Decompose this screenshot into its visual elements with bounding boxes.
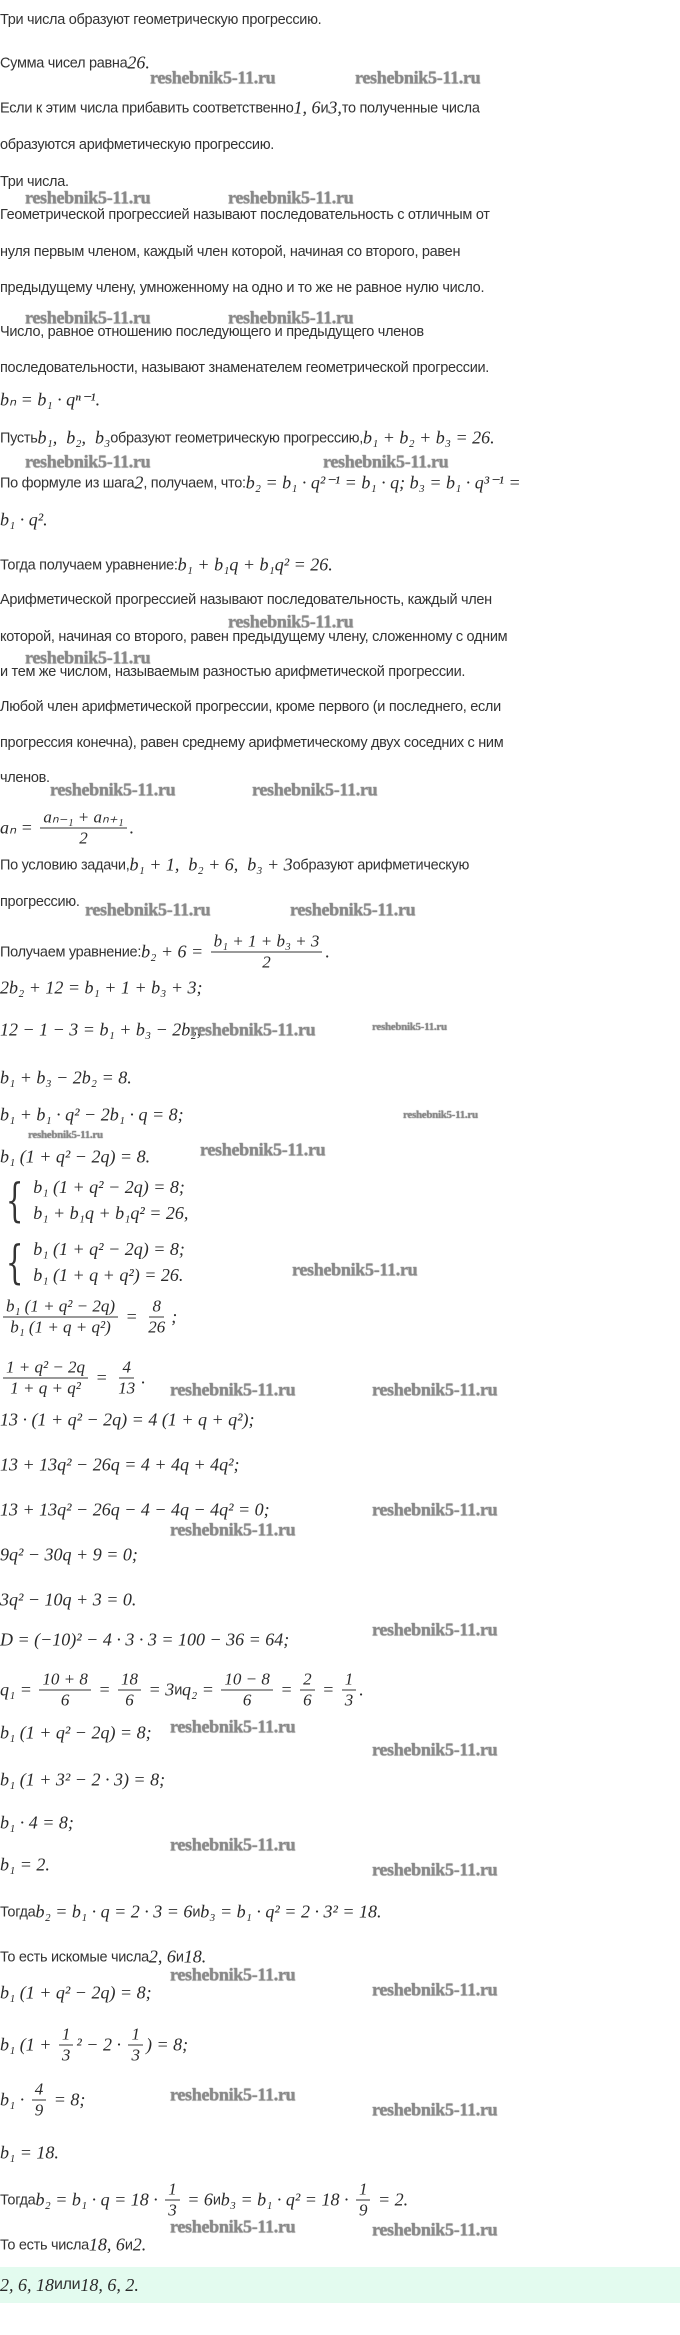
text-segment: и тем же числом, называемым разностью арифметической прогрессии. [0, 664, 466, 680]
fraction-denominator: 2 [79, 828, 88, 848]
solution-line [0, 932, 330, 973]
math-expression: q₁ = [0, 1679, 37, 1700]
solution-line [0, 1630, 289, 1651]
solution-line [0, 360, 489, 376]
solution-line [0, 428, 495, 449]
math-expression: ; [171, 1306, 178, 1327]
text-segment: Любой член арифметической прогрессии, кроме первого (и последнего, если [0, 699, 501, 715]
math-expression: 2 [134, 472, 144, 493]
math-expression: = 8; [49, 2089, 86, 2110]
solution-line [0, 1813, 74, 1834]
math-expression: 13 + 13q² − 26q = 4 + 4q + 4q²; [0, 1454, 240, 1475]
math-expression: b₁ + 1, b₂ + 6, b₃ + 3 [129, 854, 293, 875]
math-expression: . [359, 1679, 364, 1700]
solution-line [0, 735, 503, 751]
math-expression: 9q² − 30q + 9 = 0; [0, 1544, 138, 1565]
math-expression: b₂ + 6 = [141, 941, 208, 962]
text-segment: и [212, 2192, 221, 2208]
watermark: reshebnik5-11.ru [372, 1979, 498, 2000]
text-segment: Пусть [0, 430, 38, 446]
solution-line [0, 207, 490, 223]
solution-line [0, 1770, 165, 1791]
math-expression: b₁ = 18. [0, 2142, 59, 2163]
fraction [118, 1670, 141, 1711]
solution-line [0, 53, 150, 74]
solution-line [0, 1855, 50, 1876]
fraction-denominator: 9 [34, 2100, 44, 2120]
math-expression: b₁ + b₃ − 2b₂ = 8. [0, 1067, 132, 1088]
system-row: b₁ + b₁q + b₁q² = 26, [33, 1203, 189, 1223]
fraction-denominator: 9 [358, 2200, 368, 2220]
solution-line [0, 12, 321, 28]
solution-line [0, 1147, 150, 1168]
solution-line [0, 2143, 59, 2164]
solution-line [0, 1236, 185, 1288]
fraction [211, 932, 323, 973]
fraction-numerator: 1 + q² − 2q [3, 1358, 88, 1379]
text-segment: прогрессию. [0, 894, 80, 910]
watermark: reshebnik5-11.ru [170, 1379, 296, 1400]
text-segment: Тогда получаем уравнение: [0, 557, 178, 573]
text-segment: Тогда [0, 1904, 36, 1920]
text-segment: и [192, 1904, 201, 1920]
equation-system [0, 1174, 188, 1226]
math-expression: 13 · (1 + q² − 2q) = 4 (1 + q + q²); [0, 1409, 255, 1430]
text-segment: то полученные числа [341, 100, 480, 116]
text-segment: образуют геометрическую прогрессию, [110, 430, 363, 446]
watermark: reshebnik5-11.ru [252, 779, 378, 800]
fraction-denominator: b₁ (1 + q + q²) [10, 1317, 111, 1337]
math-expression: b₃ = b₁ · q² = 2 · 3² = 18. [200, 1901, 382, 1922]
watermark: reshebnik5-11.ru [372, 1859, 498, 1880]
math-expression: = [317, 1679, 339, 1700]
math-expression: 3q² − 10q + 3 = 0. [0, 1589, 137, 1610]
text-segment: которой, начиная со второго, равен предыдущему члену, сложенному с одним [0, 629, 508, 645]
math-expression: 18, 6, 2. [80, 2274, 139, 2295]
solution-line [0, 280, 484, 296]
text-segment: Арифметической прогрессией называют последовательность, каждый член [0, 592, 492, 608]
fraction [40, 808, 126, 849]
solution-line [0, 473, 521, 494]
math-expression: b₁ + b₁ · q² − 2b₁ · q = 8; [0, 1104, 184, 1125]
solution-line [0, 1723, 152, 1744]
solution-line [0, 1410, 255, 1431]
text-segment: Получаем уравнение: [0, 944, 142, 960]
math-expression: 2b₂ + 12 = b₁ + 1 + b₃ + 3; [0, 977, 203, 998]
text-segment: Геометрической прогрессией называют последовательность с отличным от [0, 207, 490, 223]
math-expression: b₂ = b₁ · q = 2 · 3 = 6 [35, 1901, 193, 1922]
solution-line [0, 1297, 177, 1338]
math-expression: . [325, 941, 330, 962]
solution-line [0, 1020, 203, 1041]
fraction-denominator: 6 [242, 1690, 252, 1710]
watermark: reshebnik5-11.ru [355, 67, 481, 88]
solution-line [0, 1983, 152, 2004]
watermark: reshebnik5-11.ru [25, 187, 151, 208]
solution-line [0, 1105, 184, 1126]
solution-line [0, 1500, 270, 1521]
solution-line [0, 1670, 364, 1711]
fraction-numerator: 1 [356, 2180, 371, 2201]
watermark: reshebnik5-11.ru [25, 307, 151, 328]
solution-line [0, 699, 501, 715]
solution-line [0, 555, 333, 576]
text-segment: нуля первым членом, каждый член которой, начиная со второго, равен [0, 244, 461, 260]
equation-system [0, 1236, 185, 1288]
text-segment: и [175, 1949, 184, 1965]
solution-line [0, 1068, 132, 1089]
fraction-numerator: 10 − 8 [221, 1670, 272, 1691]
fraction-numerator: 2 [300, 1670, 315, 1691]
fraction [3, 1297, 118, 1338]
math-expression: aₙ = [0, 817, 38, 838]
math-expression: b₁ + b₁q + b₁q² = 26. [177, 554, 333, 575]
system-row: b₁ (1 + q² − 2q) = 8; [33, 1239, 185, 1259]
fraction [39, 1670, 90, 1711]
math-expression: 13 + 13q² − 26q − 4 − 4q − 4q² = 0; [0, 1499, 270, 1520]
fraction-numerator: b₁ + 1 + b₃ + 3 [211, 932, 323, 953]
solution-line [0, 1455, 240, 1476]
math-expression: b₁ · q². [0, 509, 48, 530]
math-expression: b₁ (1 + [0, 2034, 56, 2055]
system-rows [33, 1236, 185, 1288]
solution-line [0, 770, 50, 786]
watermark: reshebnik5-11.ru [372, 1499, 498, 1520]
fraction-numerator: 4 [32, 2080, 47, 2101]
watermark: reshebnik5-11.ru [372, 1379, 498, 1400]
math-expression: bₙ = b₁ · qⁿ⁻¹. [0, 389, 101, 410]
math-expression: b₁ (1 + 3² − 2 · 3) = 8; [0, 1769, 166, 1790]
fraction-numerator: 8 [149, 1297, 164, 1318]
solution-line [0, 510, 48, 531]
math-expression: b₁ + b₂ + b₃ = 26. [362, 427, 495, 448]
system-rows [33, 1174, 188, 1226]
fraction-numerator: 1 [59, 2025, 74, 2046]
watermark: reshebnik5-11.ru [200, 1139, 326, 1160]
fraction [3, 1358, 88, 1399]
system-brace-icon: { [5, 1235, 24, 1289]
math-expression: b₁ · [0, 2089, 29, 2110]
fraction-denominator: 6 [125, 1690, 134, 1710]
math-expression: b₁ (1 + q² − 2q) = 8; [0, 1722, 152, 1743]
math-expression: 26. [127, 52, 150, 73]
text-segment: То есть искомые числа [0, 1949, 149, 1965]
math-expression: = [121, 1306, 143, 1327]
math-expression: 18, 6 [88, 2234, 125, 2255]
fraction-denominator: 26 [148, 1317, 166, 1337]
text-segment: Три числа. [0, 174, 69, 190]
solution-line [0, 98, 480, 119]
text-segment: По условию задачи, [0, 857, 130, 873]
math-expression: q₂ = [182, 1679, 219, 1700]
math-expression: b₃ = b₁ · q² = 18 · [220, 2189, 353, 2210]
text-segment: , получаем, что: [143, 475, 246, 491]
solution-line [0, 894, 80, 910]
watermark: reshebnik5-11.ru [372, 1619, 498, 1640]
math-expression: b₁ = 2. [0, 1854, 50, 1875]
text-segment: и [174, 1682, 183, 1698]
solution-line [0, 2080, 85, 2121]
fraction-numerator: 1 [165, 2180, 180, 2201]
solution-line [0, 592, 492, 608]
fraction [59, 2025, 74, 2066]
text-segment: образуют арифметическую [292, 857, 470, 873]
math-expression: b₂ = b₁ · q²⁻¹ = b₁ · q; b₃ = b₁ · q³⁻¹ = [245, 472, 521, 493]
solution-line [0, 2235, 146, 2256]
fraction-numerator: aₙ₋₁ + aₙ₊₁ [40, 808, 126, 829]
solution-line [0, 2180, 408, 2221]
math-expression: ² − 2 · [76, 2034, 126, 2055]
solution-line [0, 390, 100, 411]
fraction-denominator: 1 + q + q² [10, 1378, 81, 1398]
solution-line [0, 1545, 138, 1566]
watermark: reshebnik5-11.ru [228, 307, 354, 328]
text-segment: То есть числа [0, 2237, 89, 2253]
system-row: b₁ (1 + q + q²) = 26. [33, 1265, 184, 1285]
watermark: reshebnik5-11.ru [372, 1021, 447, 1033]
math-expression: b₁, b₂, b₃ [37, 427, 111, 448]
math-expression: 1, 6 [293, 97, 321, 118]
watermark: reshebnik5-11.ru [292, 1259, 418, 1280]
math-expression: = 2. [373, 2189, 409, 2210]
solution-line [0, 2025, 188, 2066]
text-segment: прогрессия конечна), равен среднему арифметическому двух соседних с ним [0, 735, 504, 751]
fraction-denominator: 13 [118, 1378, 136, 1398]
fraction-numerator: 10 + 8 [39, 1670, 90, 1691]
math-expression: . [129, 817, 135, 838]
fraction [342, 1670, 357, 1711]
fraction [221, 1670, 272, 1711]
math-expression: b₂ = b₁ · q = 18 · [35, 2189, 163, 2210]
solution-line [0, 808, 134, 849]
text-segment: Тогда [0, 2192, 36, 2208]
fraction-denominator: 2 [262, 952, 271, 972]
answer-box [0, 2267, 680, 2303]
fraction-denominator: 3 [61, 2045, 71, 2065]
watermark: reshebnik5-11.ru [170, 1964, 296, 1985]
text-segment: Число, равное отношению последующего и предыдущего членов [0, 324, 424, 340]
fraction [356, 2180, 371, 2221]
watermark: reshebnik5-11.ru [228, 187, 354, 208]
text-segment: предыдущему члену, умноженному на одно и то же не равное нулю число. [0, 280, 485, 296]
text-segment: Если к этим числа прибавить соответственно [0, 100, 294, 116]
watermark: reshebnik5-11.ru [25, 647, 151, 668]
text-segment: членов. [0, 770, 50, 786]
fraction [128, 2025, 143, 2066]
solution-line [0, 1174, 188, 1226]
watermark: reshebnik5-11.ru [372, 2099, 498, 2120]
fraction [300, 1670, 315, 1711]
math-expression: b₁ · 4 = 8; [0, 1812, 74, 1833]
text-segment: Сумма чисел равна [0, 55, 128, 71]
text-segment: По формуле из шага [0, 475, 135, 491]
solution-line [0, 137, 274, 153]
watermark: reshebnik5-11.ru [323, 451, 449, 472]
text-segment: Три числа образуют геометрическую прогрессию. [0, 12, 322, 28]
system-brace-icon: { [5, 1173, 24, 1227]
watermark: reshebnik5-11.ru [170, 1519, 296, 1540]
math-expression: 3, [328, 97, 342, 118]
solution-line [0, 855, 469, 876]
math-expression: b₁ (1 + q² − 2q) = 8; [0, 1982, 152, 2003]
math-expression: = [93, 1679, 116, 1700]
fraction-denominator: 6 [303, 1690, 312, 1710]
fraction [145, 1297, 168, 1338]
math-expression: 12 − 1 − 3 = b₁ + b₃ − 2b₂; [0, 1019, 203, 1040]
fraction-numerator: b₁ (1 + q² − 2q) [3, 1297, 118, 1318]
text-segment: образуются арифметическую прогрессию. [0, 137, 275, 153]
text-segment: или [54, 2276, 81, 2293]
watermark: reshebnik5-11.ru [25, 451, 151, 472]
watermark: reshebnik5-11.ru [150, 67, 276, 88]
math-expression: b₁ (1 + q² − 2q) = 8. [0, 1146, 151, 1167]
fraction-numerator: 4 [119, 1358, 134, 1379]
watermark: reshebnik5-11.ru [170, 1834, 296, 1855]
fraction [32, 2080, 47, 2121]
text-segment: и [320, 100, 329, 116]
fraction-denominator: 3 [131, 2045, 140, 2065]
math-expression: D = (−10)² − 4 · 3 · 3 = 100 − 36 = 64; [0, 1629, 290, 1650]
watermark: reshebnik5-11.ru [290, 899, 416, 920]
solution-line [0, 978, 203, 999]
watermark: reshebnik5-11.ru [85, 899, 211, 920]
watermark: reshebnik5-11.ru [190, 1019, 316, 1040]
solution-line [0, 1358, 146, 1399]
fraction-numerator: 1 [128, 2025, 143, 2046]
math-expression: ) = 8; [145, 2034, 189, 2055]
watermark: reshebnik5-11.ru [170, 2216, 296, 2237]
math-expression: = 6 [182, 2189, 213, 2210]
watermark: reshebnik5-11.ru [170, 1716, 296, 1737]
watermark: reshebnik5-11.ru [372, 1739, 498, 1760]
fraction-numerator: 18 [118, 1670, 141, 1691]
math-expression: = [275, 1679, 298, 1700]
fraction [115, 1358, 138, 1399]
text-segment: и [124, 2237, 133, 2253]
fraction-numerator: 1 [342, 1670, 357, 1691]
fraction [165, 2180, 180, 2221]
watermark: reshebnik5-11.ru [50, 779, 176, 800]
math-expression: . [141, 1367, 146, 1388]
math-expression: 2, 6 [148, 1946, 176, 1967]
math-expression: = 3 [144, 1679, 175, 1700]
system-row: b₁ (1 + q² − 2q) = 8; [33, 1177, 185, 1197]
watermark: reshebnik5-11.ru [403, 1109, 478, 1121]
fraction-denominator: 3 [344, 1690, 354, 1710]
solution-line [0, 244, 460, 260]
fraction-denominator: 6 [60, 1690, 70, 1710]
math-expression: 2. [132, 2234, 147, 2255]
watermark: reshebnik5-11.ru [170, 2084, 296, 2105]
math-expression: 18. [183, 1946, 207, 1967]
fraction-denominator: 3 [168, 2200, 177, 2220]
watermark: reshebnik5-11.ru [228, 611, 354, 632]
watermark: reshebnik5-11.ru [28, 1129, 103, 1141]
text-segment: последовательности, называют знаменателем геометрической прогрессии. [0, 360, 490, 376]
math-expression: = [91, 1367, 113, 1388]
solution-line [0, 1590, 136, 1611]
math-expression: 2, 6, 18 [0, 2274, 54, 2295]
solution-line [0, 1902, 381, 1923]
watermark: reshebnik5-11.ru [372, 2219, 498, 2240]
